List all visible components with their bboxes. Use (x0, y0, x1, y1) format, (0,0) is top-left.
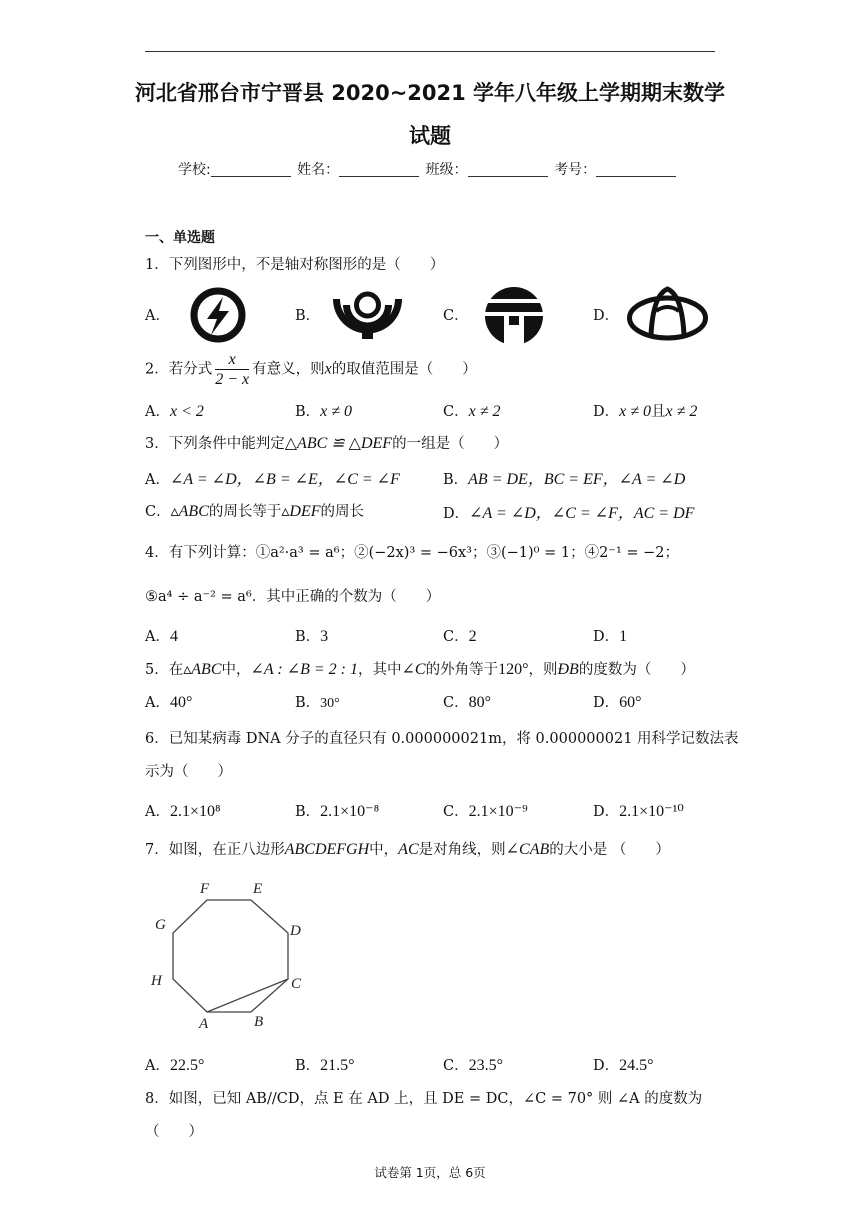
q3-c-label: C． (145, 504, 171, 520)
q7-option-c (443, 1054, 503, 1075)
q5-angle-b: ÐB (557, 661, 579, 678)
page-title-line2: 试题 (409, 124, 451, 148)
q7-c-label: C． (443, 1058, 469, 1074)
q2-c-value: x ≠ 2 (468, 403, 501, 420)
question-7-stem (145, 838, 670, 859)
q3-a-value: ∠A = ∠D，∠B = ∠E，∠C = ∠F (169, 471, 400, 488)
lightning-circle-icon (183, 285, 253, 345)
octagon-figure (145, 875, 320, 1035)
q7-polygon: ABCDEFGH (284, 841, 370, 858)
q5-option-d (593, 691, 642, 712)
q6-d-label: D． (593, 804, 620, 820)
vertex-label-h: H (151, 973, 162, 989)
q4-option-d (593, 625, 627, 646)
q2-b-value: x ≠ 0 (320, 403, 353, 420)
q7-angle: ∠CAB (505, 841, 550, 858)
question-5-stem (145, 658, 695, 679)
q2-numerator: x (215, 350, 249, 370)
question-6-line2: 示为（ ） (145, 764, 232, 780)
q2-b-label: B． (295, 404, 321, 420)
q2-option-a (145, 400, 204, 421)
q5-mid4: ，则 (528, 662, 558, 678)
q3-option-c (145, 500, 364, 521)
q7-d-label: D． (593, 1058, 620, 1074)
q6-c-value: 2.1×10⁻⁹ (468, 803, 528, 820)
q3-c-mid: 的周长等于 (208, 504, 282, 520)
question-6-line1: 6．已知某病毒 DNA 分子的直径只有 0.000000021m，将 0.000000021 用科学记数法表 (145, 731, 739, 747)
q2-option-b (295, 400, 352, 421)
question-8-line1: 8．如图，已知 AB//CD，点 E 在 AD 上，且 DE = DC，∠C = 70° 则 ∠A 的度数为 (145, 1091, 703, 1107)
q5-pre: 5．在 (145, 662, 184, 678)
q2-fraction (215, 350, 249, 389)
q2-option-c (443, 400, 501, 421)
q2-text-mid: 有意义，则 (252, 361, 325, 378)
q7-mid2: 是对角线，则 (418, 842, 506, 858)
q5-d-label: D． (593, 695, 620, 711)
q7-mid: 中， (369, 842, 399, 858)
class-label: 班级： (425, 162, 468, 178)
vertex-label-d: D (290, 923, 301, 939)
q4-option-a (145, 625, 178, 646)
q1-option-b-label: B． (295, 308, 321, 324)
q2-option-d (593, 400, 697, 421)
octagon-shape (173, 900, 288, 1012)
q3-congruence: △ABC ≌ △DEF (284, 435, 393, 452)
vertex-label-e: E (253, 881, 263, 897)
q6-d-value: 2.1×10⁻¹⁰ (619, 803, 684, 820)
q4-a-label: A． (145, 629, 170, 645)
question-8-line2: （ ） (145, 1124, 203, 1140)
q7-pre: 7．如图，在正八边形 (145, 842, 285, 858)
q1-option-d-label: D． (593, 308, 620, 324)
q6-c-label: C． (443, 804, 469, 820)
q2-d-value2: x ≠ 2 (665, 403, 698, 420)
q5-c-value: 80° (468, 694, 492, 711)
q2-text-pre: 2．若分式 (145, 361, 213, 378)
question-1-stem: 1．下列图形中，不是轴对称图形的是（ ） (145, 257, 445, 273)
q6-option-c (443, 800, 528, 821)
q6-b-label: B． (295, 804, 321, 820)
q3-c-post: 的周长 (320, 504, 364, 520)
q5-ratio: ∠A : ∠B = 2 : 1 (250, 661, 359, 678)
q7-a-label: A． (145, 1058, 170, 1074)
section-heading: 一、单选题 (145, 230, 215, 246)
q5-option-c (443, 691, 491, 712)
q5-d-value: 60° (619, 694, 642, 711)
q6-option-b (295, 800, 379, 821)
q4-d-value: 1 (619, 628, 628, 645)
q3-option-b (443, 466, 685, 489)
q6-option-d (593, 800, 684, 821)
q5-a-value: 40° (169, 694, 193, 711)
vertex-label-b: B (254, 1014, 264, 1030)
q6-a-value: 2.1×10⁸ (169, 803, 221, 820)
question-3-stem (145, 432, 508, 453)
q4-b-value: 3 (320, 628, 329, 645)
q5-option-b (295, 691, 340, 712)
name-label: 姓名： (297, 162, 340, 178)
class-blank[interactable] (468, 162, 548, 177)
q7-a-value: 22.5° (169, 1057, 205, 1074)
q2-a-value: x < 2 (169, 403, 204, 420)
q5-b-value: 30° (320, 696, 340, 711)
student-info (178, 159, 678, 179)
q6-b-value: 2.1×10⁻⁸ (320, 803, 380, 820)
q1-option-c-label: C． (443, 308, 469, 324)
q3-b-value: AB = DE，BC = EF，∠A = ∠D (468, 471, 686, 488)
q2-c-label: C． (443, 404, 469, 420)
q5-mid1: 中， (221, 662, 251, 678)
q2-d-and: 且 (651, 404, 666, 420)
q7-option-a (145, 1054, 204, 1075)
q7-b-value: 21.5° (320, 1057, 355, 1074)
q5-angle-c: ∠C (401, 661, 426, 678)
q5-mid3: 的外角等于 (425, 662, 499, 678)
q5-option-a (145, 691, 192, 712)
q5-c-label: C． (443, 695, 469, 711)
q7-c-value: 23.5° (468, 1057, 504, 1074)
bar-emblem-icon (478, 285, 550, 345)
q3-a-label: A． (145, 472, 170, 488)
q3-d-value: ∠A = ∠D，∠C = ∠F，AC = DF (469, 505, 695, 522)
q3-text-post: 的一组是（ ） (392, 436, 509, 452)
q5-a-label: A． (145, 695, 170, 711)
q2-d-label: D． (593, 404, 620, 420)
q3-b-label: B． (443, 472, 469, 488)
q3-d-label: D． (443, 506, 470, 522)
q7-post: 的大小是 （ ） (549, 842, 670, 858)
q7-b-label: B． (295, 1058, 321, 1074)
q4-option-b (295, 625, 328, 646)
q3-option-d (443, 500, 694, 523)
q2-a-label: A． (145, 404, 170, 420)
q7-option-d (593, 1054, 654, 1075)
q5-degree: 120° (498, 661, 529, 678)
q3-option-a (145, 466, 400, 489)
q2-denominator: 2 − x (215, 371, 250, 388)
q5-post: 的度数为（ ） (578, 662, 695, 678)
ring-arch-icon (625, 283, 710, 345)
q1-option-a-label: A． (145, 308, 170, 324)
q2-text-post: 的取值范围是（ ） (331, 361, 477, 378)
header-rule (145, 51, 715, 52)
q4-c-value: 2 (468, 628, 477, 645)
q3-c-triangle1: ▵ABC (170, 503, 209, 520)
q6-option-a (145, 800, 221, 821)
q4-option-c (443, 625, 477, 646)
question-4-line1: 4．有下列计算：①a²·a³ = a⁶；②(−2x)³ = −6x³；③(−1)⁰ = 1；④2⁻¹ = −2； (145, 545, 680, 561)
page-footer: 试卷第 1页，总 6页 (374, 1165, 486, 1180)
vertex-label-f: F (200, 881, 210, 897)
q5-b-label: B． (295, 695, 321, 711)
question-2-stem (145, 350, 477, 389)
q4-d-label: D． (593, 629, 620, 645)
q5-mid2: ，其中 (358, 662, 402, 678)
question-4-line2: ⑤a⁴ ÷ a⁻² = a⁶．其中正确的个数为（ ） (145, 589, 441, 605)
q2-var: x (324, 360, 332, 378)
q6-a-label: A． (145, 804, 170, 820)
vertex-label-a: A (199, 1016, 209, 1032)
name-blank[interactable] (339, 162, 419, 177)
q7-d-value: 24.5° (619, 1057, 654, 1074)
exam-no-label: 考号： (554, 162, 597, 178)
diagonal-ac (207, 979, 288, 1012)
q3-text-pre: 3．下列条件中能判定 (145, 436, 285, 452)
q4-b-label: B． (295, 629, 321, 645)
q2-d-value1: x ≠ 0 (619, 403, 652, 420)
q7-option-b (295, 1054, 355, 1075)
q5-triangle: ▵ABC (183, 661, 222, 678)
q4-c-label: C． (443, 629, 469, 645)
bowl-emblem-icon (325, 285, 410, 347)
school-blank[interactable] (211, 162, 291, 177)
vertex-label-c: C (291, 976, 302, 992)
exam-no-blank[interactable] (596, 162, 676, 177)
q4-a-value: 4 (169, 628, 178, 645)
q3-c-triangle2: ▵DEF (281, 503, 321, 520)
vertex-label-g: G (155, 917, 166, 933)
school-label: 学校: (178, 162, 211, 178)
page-title: 河北省邢台市宁晋县 2020~2021 学年八年级上学期期末数学 (134, 81, 726, 105)
q7-diagonal: AC (398, 841, 419, 858)
